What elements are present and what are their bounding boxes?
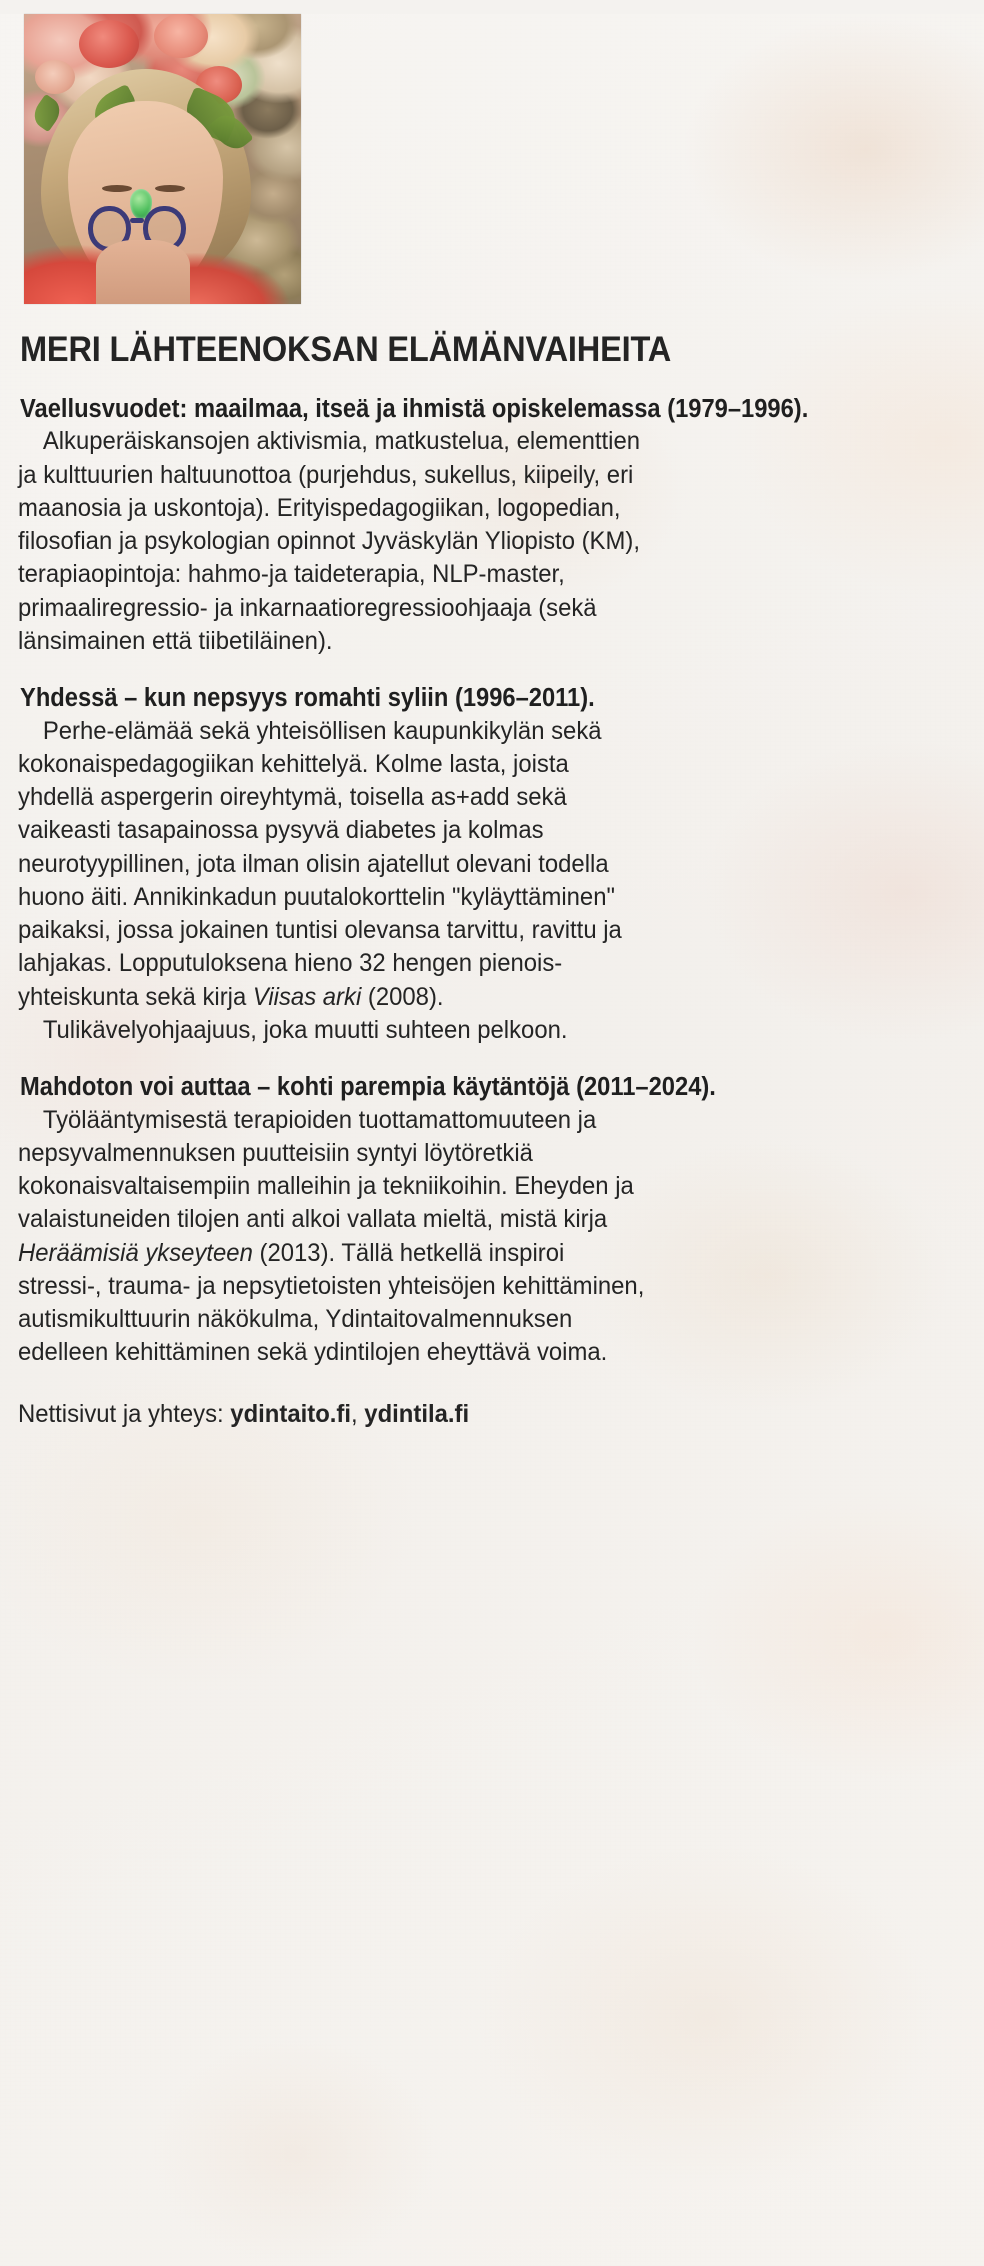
eye-left	[102, 185, 132, 192]
section-mahdoton-voi-auttaa	[18, 1073, 966, 1370]
neck	[96, 240, 190, 304]
contact-line	[18, 1398, 923, 1431]
contact-separator: ,	[351, 1399, 365, 1428]
eye-right	[155, 185, 185, 192]
paragraph-tail: (2013). Tällä hetkellä inspiroi stressi-, trauma- ja nepsytietoisten yhteisöjen kehittäminen, autismikulttuurin näkökulma, Ydintaitovalmennuksen edelleen kehittäminen sekä ydintilojen eheyttävä voima.	[18, 1238, 645, 1367]
page-title: MERI LÄHTEENOKSAN ELÄMÄNVAIHEITA	[20, 330, 672, 369]
paragraph-text: Työlääntymisestä terapioiden tuottamattomuuteen ja nepsyvalmennuksen puutteisiin syntyi löytöretkiä kokonaisvaltaisempiin malleihin ja tekniikoihin. Eheyden ja valaistuneiden tilojen anti alkoi vallata mieltä, mistä kirja	[18, 1105, 634, 1234]
section-paragraph	[18, 1104, 648, 1370]
article-content	[0, 14, 984, 1430]
section-heading: Vaellusvuodet: maailmaa, itseä ja ihmistä opiskelemassa (1979–1996).	[20, 394, 809, 423]
glasses-bridge	[130, 218, 144, 223]
section-vaellusvuodet	[18, 395, 966, 658]
section-paragraph	[18, 715, 648, 1014]
section-paragraph: Alkuperäiskansojen aktivismia, matkustelua, elementtien ja kulttuurien haltuunottoa (purjehdus, sukellus, kiipeily, eri maanosia ja uskontoja). Erityispedagogiikan, logopedian, filosofian ja psykologian opinnot Jyväskylän Yliopisto (KM), terapiaopintoja: hahmo-ja taideterapia, NLP-master, primaaliregressio- ja inkarnaatioregressioohjaaja (sekä länsimainen että tiibetiläinen).	[18, 427, 641, 655]
flower-icon	[79, 20, 139, 68]
website-link-ydintila[interactable]: ydintila.fi	[364, 1399, 470, 1428]
portrait-image	[24, 14, 301, 304]
section-heading: Mahdoton voi auttaa – kohti parempia käytäntöjä (2011–2024).	[20, 1073, 716, 1102]
paragraph-text: Perhe-elämää sekä yhteisöllisen kaupunkikylän sekä kokonaispedagogiikan kehittelyä. Kolme lasta, joista yhdellä aspergerin oireyhtymä, toisella as+add sekä vaikeasti tasapainossa pysyvä diabetes ja kolmas neurotyypillinen, jota ilman olisin ajatellut olevani todella huono äiti. Annikinkadun puutalokorttelin "kyläyttäminen" paikaksi, jossa jokainen tuntisi olevansa tarvittu, ravittu ja lahjakas. Lopputuloksena hieno 32 hengen pienois-yhteiskunta sekä kirja	[18, 716, 622, 1011]
portrait-photo	[24, 14, 301, 304]
book-title: Viisas arki	[252, 982, 362, 1011]
section-yhdessa	[18, 684, 966, 1047]
paragraph-tail: (2008).	[361, 982, 444, 1011]
contact-label: Nettisivut ja yhteys:	[18, 1399, 231, 1428]
flower-icon	[154, 14, 208, 58]
section-heading: Yhdessä – kun nepsyys romahti syliin (1996–2011).	[20, 684, 595, 713]
section-paragraph: Tulikävelyohjaajuus, joka muutti suhteen pelkoon.	[42, 1015, 568, 1044]
book-title: Heräämisiä ykseyteen	[18, 1238, 253, 1267]
website-link-ydintaito[interactable]: ydintaito.fi	[230, 1399, 352, 1428]
